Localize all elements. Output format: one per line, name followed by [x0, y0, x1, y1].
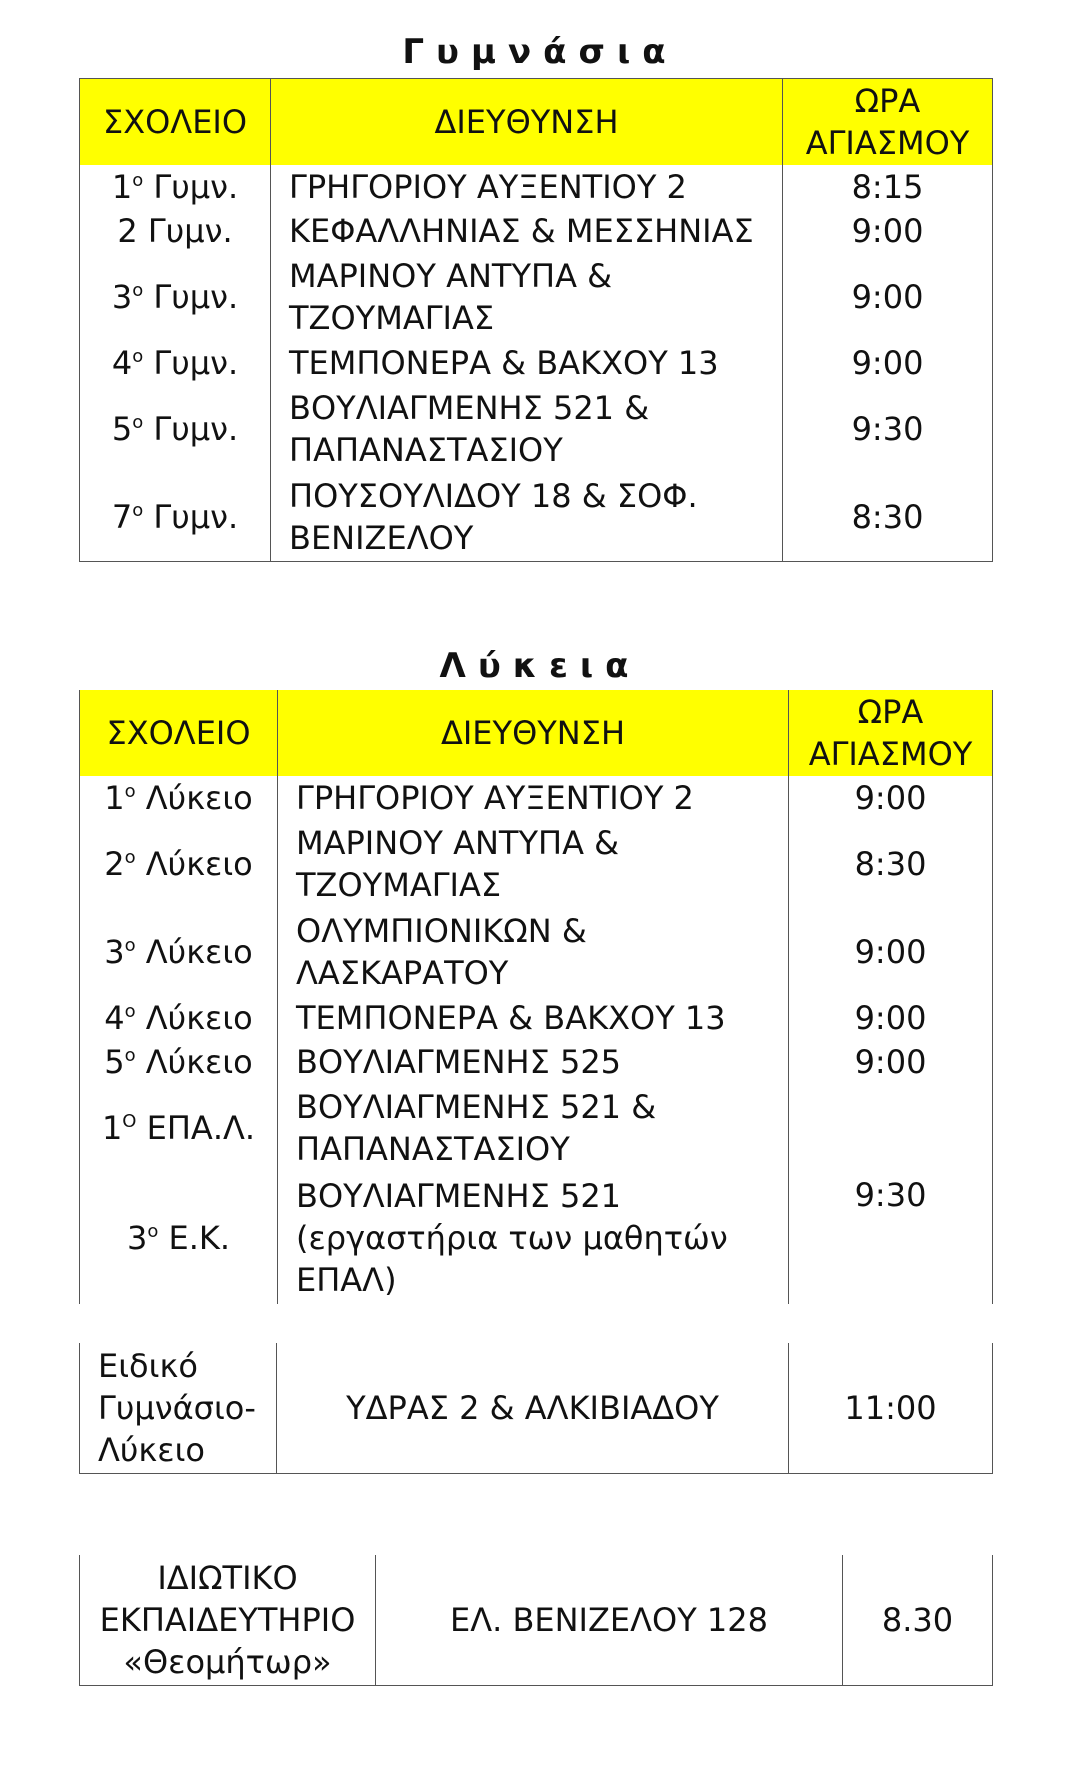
header-school: ΣΧΟΛΕΙΟ [80, 690, 278, 776]
school-cell: $1^o$ Λύκειο [104, 779, 253, 817]
time-cell: 9:00 [783, 341, 993, 385]
school-cell: $7^o$ Γυμν. [111, 498, 239, 536]
time-cell: 11:00 [789, 1343, 993, 1474]
address-cell: ΤΕΜΠΟΝΕΡΑ & ΒΑΚΧΟΥ 13 [278, 996, 789, 1040]
private-school-table [79, 1555, 993, 1686]
header-address: ΔΙΕΥΘΥΝΣΗ [271, 79, 783, 166]
address-cell: ΓΡΗΓΟΡΙΟΥ ΑΥΞΕΝΤΙΟΥ 2 [271, 165, 783, 209]
time-cell: 9:00 [789, 908, 993, 996]
table-row [80, 1172, 993, 1304]
address-cell: ΓΡΗΓΟΡΙΟΥ ΑΥΞΕΝΤΙΟΥ 2 [278, 776, 789, 820]
time-cell: 9:00 [789, 1040, 993, 1084]
address-cell: ΟΛΥΜΠΙΟΝΙΚΩΝ & ΛΑΣΚΑΡΑΤΟΥ [278, 908, 789, 996]
lykeia-title: Λύκεια [439, 646, 641, 686]
address-cell: ΕΛ. ΒΕΝΙΖΕΛΟΥ 128 [376, 1555, 843, 1686]
table-row [80, 1343, 993, 1474]
table-row [80, 385, 993, 473]
table-row [80, 996, 993, 1040]
table-row [80, 820, 993, 908]
school-cell: 2 Γυμν. [117, 212, 233, 250]
header-time: ΩΡΑ ΑΓΙΑΣΜΟΥ [783, 79, 993, 166]
table-row [80, 473, 993, 562]
gymnasia-header-row [80, 79, 993, 166]
lykeia-table [79, 690, 993, 1304]
header-school: ΣΧΟΛΕΙΟ [80, 79, 271, 166]
school-cell: $4^o$ Γυμν. [111, 344, 239, 382]
time-cell: 8:30 [783, 473, 993, 562]
school-cell: ΙΔΙΩΤΙΚΟ ΕΚΠΑΙΔΕΥΤΗΡΙΟ «Θεομήτωρ» [99, 1559, 356, 1681]
school-cell: Ειδικό Γυμνάσιο-Λύκειο [98, 1347, 256, 1469]
header-address: ΔΙΕΥΘΥΝΣΗ [278, 690, 789, 776]
table-row [80, 1555, 993, 1686]
time-cell: 9:30 [783, 385, 993, 473]
time-cell: 9:30 [789, 1172, 993, 1304]
school-cell: $5^o$ Γυμν. [111, 410, 239, 448]
address-cell: ΒΟΥΛΙΑΓΜΕΝΗΣ 525 [278, 1040, 789, 1084]
table-row [80, 253, 993, 341]
lykeia-header-row [80, 690, 993, 776]
address-cell: ΥΔΡΑΣ 2 & ΑΛΚΙΒΙΑΔΟΥ [277, 1343, 789, 1474]
school-cell: $3^o$ Ε.Κ. [126, 1219, 231, 1257]
time-cell [789, 1084, 993, 1172]
table-row [80, 165, 993, 209]
time-cell: 9:00 [783, 209, 993, 253]
address-cell: ΒΟΥΛΙΑΓΜΕΝΗΣ 521 (εργαστήρια των μαθητών ΕΠΑΛ) [278, 1172, 789, 1304]
special-school-table [79, 1343, 993, 1474]
school-cell: $4^o$ Λύκειο [104, 999, 253, 1037]
time-cell: 8:15 [783, 165, 993, 209]
time-cell: 9:00 [789, 996, 993, 1040]
address-cell: ΠΟΥΣΟΥΛΙΔΟΥ 18 & ΣΟΦ. ΒΕΝΙΖΕΛΟΥ [271, 473, 783, 562]
school-cell: $1^O$ ΕΠΑ.Λ. [101, 1109, 256, 1147]
school-cell: $3^o$ Γυμν. [111, 278, 239, 316]
school-cell: $1^o$ Γυμν. [111, 168, 239, 206]
address-cell: ΤΕΜΠΟΝΕΡΑ & ΒΑΚΧΟΥ 13 [271, 341, 783, 385]
table-row [80, 341, 993, 385]
school-cell: $5^o$ Λύκειο [104, 1043, 253, 1081]
school-cell: $3^o$ Λύκειο [104, 933, 253, 971]
address-cell: ΚΕΦΑΛΛΗΝΙΑΣ & ΜΕΣΣΗΝΙΑΣ [271, 209, 783, 253]
time-cell: 8:30 [789, 820, 993, 908]
table-row [80, 1084, 993, 1172]
gymnasia-title: Γυμνάσια [402, 32, 678, 72]
gymnasia-table [79, 78, 993, 562]
header-time: ΩΡΑ ΑΓΙΑΣΜΟΥ [789, 690, 993, 776]
time-cell: 8.30 [843, 1555, 993, 1686]
address-cell: ΒΟΥΛΙΑΓΜΕΝΗΣ 521 & ΠΑΠΑΝΑΣΤΑΣΙΟΥ [271, 385, 783, 473]
address-cell: ΒΟΥΛΙΑΓΜΕΝΗΣ 521 & ΠΑΠΑΝΑΣΤΑΣΙΟΥ [278, 1084, 789, 1172]
school-cell: $2^o$ Λύκειο [104, 845, 253, 883]
table-row [80, 908, 993, 996]
address-cell: ΜΑΡΙΝΟΥ ΑΝΤΥΠΑ & ΤΖΟΥΜΑΓΙΑΣ [278, 820, 789, 908]
time-cell: 9:00 [789, 776, 993, 820]
table-row [80, 1040, 993, 1084]
time-cell: 9:00 [783, 253, 993, 341]
table-row [80, 776, 993, 820]
table-row [80, 209, 993, 253]
address-cell: ΜΑΡΙΝΟΥ ΑΝΤΥΠΑ & ΤΖΟΥΜΑΓΙΑΣ [271, 253, 783, 341]
